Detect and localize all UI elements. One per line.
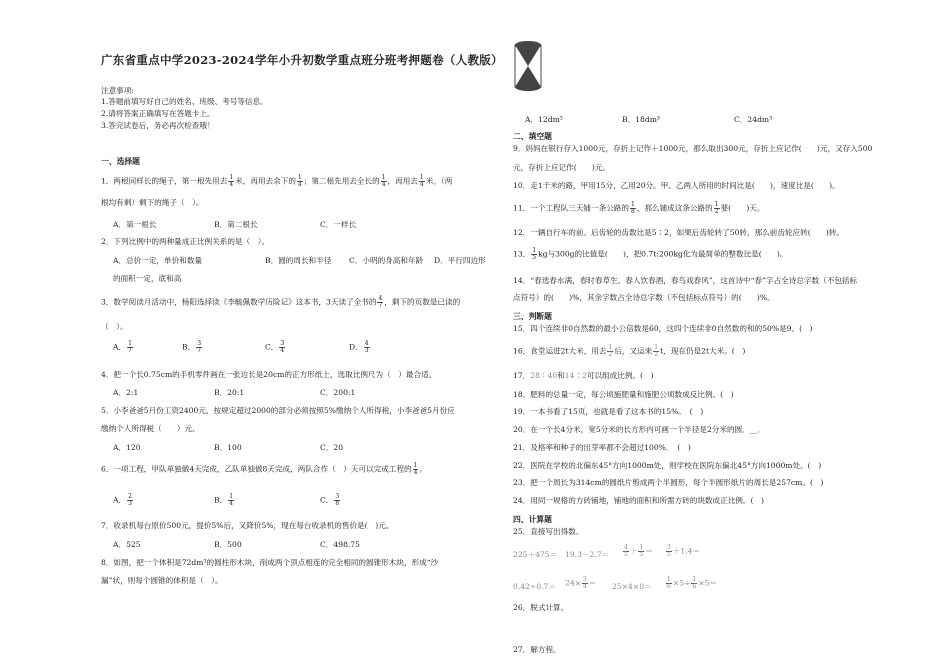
question-22: 22．医院在学校的北偏东45°方向1000m处，则学校在医院东偏北45°方向1000m处。( ) — [513, 461, 822, 470]
option[interactable]: B．圆的周长和半径 — [265, 256, 332, 265]
option[interactable]: C． $\frac{3}{8}$ — [320, 493, 340, 507]
question-4: 4．把一个长0.75cm的手机零件画在一张边长是20cm的正方形纸上，选取比例尺为（ ）最合适。 — [101, 370, 437, 379]
question-5-line2: 缴纳个人所得税（ ）元。 — [101, 424, 200, 433]
section-choice: 一、选择题 — [101, 157, 140, 166]
question-18: 18．肥料的总量一定，每公顷施肥量和施肥公顷数成反比例。( ) — [513, 390, 734, 399]
section-judge: 三、判断题 — [513, 312, 552, 321]
calc-item: $\frac{4}{5}$ ＋ $\frac{1}{5}$ ＝ — [624, 544, 653, 558]
option[interactable]: C．498.75 — [320, 540, 360, 549]
question-21: 21．及格率和种子的出芽率都不会超过100%． ( ) — [513, 443, 691, 452]
option[interactable]: B．100 — [214, 443, 242, 452]
option[interactable]: B． $\frac{1}{4}$ — [214, 493, 234, 507]
option[interactable]: C．一样长 — [320, 220, 357, 229]
question-7: 7．收录机每台原价500元，提价5%后，又降价5%，现在每台收录机的售价是( )元。 — [101, 521, 394, 530]
question-3-line2: （ ）。 — [101, 322, 128, 331]
question-19: 19．一本书看了15页，也就是看了这本书的15%。 ( ) — [513, 407, 704, 416]
section-fill: 二、填空题 — [513, 132, 552, 141]
option[interactable]: C． $\frac{3}{4}$ — [265, 340, 285, 354]
calc-item: 19.3－2.7＝ — [565, 550, 610, 559]
question-10: 10．走1千米的路，甲用15分，乙用20分。甲、乙两人所用的时间比是( )，速度比是( )。 — [513, 181, 840, 190]
option[interactable]: C．200:1 — [320, 388, 356, 397]
option[interactable]: D．平行四边形 — [434, 256, 486, 265]
calc-item: $\frac{1}{6}$ ×5÷ $\frac{1}{6}$ ×5＝ — [667, 576, 718, 590]
section-calc: 四、计算题 — [513, 515, 552, 524]
option[interactable]: A．总价一定，单价和数量 — [113, 256, 203, 265]
question-8-line2: 漏”状，则每个圆锥的体积是（ ）。 — [101, 576, 223, 585]
question-20: 20．在一个长4分米，宽5分米的长方形内可画一个半径是2分米的圆．__． — [513, 425, 765, 434]
question-14-line2: 点符号）的( )%，其余字数占全诗总字数（不包括标点符号）的( )%。 — [513, 293, 775, 302]
page-title: 广东省重点中学2023-2024学年小升初数学重点班分班考押题卷（人教版） — [101, 53, 503, 67]
notice-item: 2.请将答案正确填写在答题卡上。 — [101, 109, 215, 118]
option[interactable]: A．120 — [113, 443, 141, 452]
question-5: 5．小李爸爸5月份工资2400元，按规定超过2000的部分必须按照5%缴纳个人所得税，小李爸爸5月份应 — [101, 406, 455, 415]
option[interactable]: D． $\frac{4}{3}$ — [349, 340, 369, 354]
question-23: 23．把一个周长为314cm的圆纸片剪成两个半圆形，每个半圆形纸片的周长是257cm。( ) — [513, 478, 824, 487]
option[interactable]: A．525 — [113, 540, 141, 549]
question-27: 27．解方程。 — [513, 645, 561, 654]
question-9-line2: 元，存折上应记作( )元。 — [513, 163, 611, 172]
calc-item: 225＋475＝ — [513, 550, 558, 559]
question-9: 9．妈妈在银行存入1000元，存折上记作＋1000元，那么取出300元，存折上应记作( )元，又存入500 — [513, 144, 873, 153]
question-16: 16．食堂运进2t大米，用去 $\frac{1}{2}$ 后，又运来 $\frac{1}{2}$ t，现在仍是2t大米。( ) — [513, 344, 746, 358]
question-8: 8．如图，把一个体积是72dm³的圆柱形木块，削成两个顶点相连的完全相同的圆锥形木块，形成“沙 — [101, 558, 439, 567]
option[interactable]: C．24dm³ — [734, 115, 773, 124]
option[interactable]: A． $\frac{1}{7}$ — [113, 340, 132, 354]
question-25: 25．直接写出得数。 — [513, 527, 584, 536]
calc-item: 25×4×0＝ — [612, 582, 652, 591]
question-1: 1．两根同样长的绳子，第一根先用去 $\frac{1}{4}$ 米，再用去余下的 $\frac{1}{4}$ ；第二根先用去全长的 $\frac{1}{4}$ ，再用去 $\frac{1}{4}$ 米。（两 — [101, 174, 453, 188]
question-26: 26．脱式计算。 — [513, 603, 569, 612]
option[interactable]: A．12dm³ — [525, 115, 563, 124]
calc-item: 0.42÷0.7＝ — [513, 582, 556, 591]
question-12: 12．一辆自行车的前、后齿轮的齿数比是5∶2，如果后齿轮转了50转，那么前齿轮应转( )转。 — [513, 228, 845, 237]
question-17: 17．28∶40和14∶2可以组成比例。( ) — [513, 371, 654, 380]
option[interactable]: A．第一根长 — [113, 220, 157, 229]
calc-item: $\frac{3}{5}$ ＋1.4＝ — [667, 544, 701, 558]
option[interactable]: A． $\frac{2}{3}$ — [113, 493, 132, 507]
option[interactable]: B．第二根长 — [214, 220, 258, 229]
question-24: 24．用同一规格的方砖铺地，铺地的面积和所需方砖的块数成正比例。( ) — [513, 496, 764, 505]
option[interactable]: C．20 — [320, 443, 344, 452]
option[interactable]: B． $\frac{3}{7}$ — [182, 340, 202, 354]
question-3: 3．数学阅读月活动中，杨阳选择读《李毓佩数学历险记》这本书，3天读了全书的 $\frac{4}{7}$ ，剩下的页数是已读的 — [101, 295, 461, 309]
question-6: 6．一项工程，甲队单独做4天完成，乙队单独做8天完成，两队合作（ ）天可以完成工程的 $\frac{1}{4}$ 。 — [101, 462, 428, 476]
option[interactable]: B．500 — [214, 540, 242, 549]
question-2: 2．下列比例中的两种量成正比例关系的是（ ）。 — [101, 237, 270, 246]
question-14: 14．“春选春水满，春时春草生。春人饮春酒，春鸟戏春风”，这首诗中“春”字占全诗总字数（不包括标 — [513, 276, 858, 285]
option-line2: 的面积一定，底和高 — [113, 274, 182, 283]
option[interactable]: B．20:1 — [214, 388, 245, 397]
question-15: 15．四个连续非0自然数的最小公倍数是60，这四个连续非0自然数的和的50%是9。( ) — [513, 324, 813, 333]
notice-heading: 注意事项: — [101, 86, 134, 95]
question-11: 11．一个工程队三天铺一条公路的 $\frac{1}{8}$ ，那么铺成这条公路的 $\frac{1}{2}$ 要( )天。 — [513, 201, 765, 215]
notice-item: 3.答完试卷后，务必再次检查哦！ — [101, 121, 215, 130]
question-1-line2: 根均有剩）剩下的绳子（ ）。 — [101, 198, 204, 207]
option[interactable]: A．2:1 — [113, 388, 139, 397]
calc-item: 24× $\frac{3}{4}$ ＝ — [565, 576, 597, 590]
option[interactable]: C．小明的身高和年龄 — [349, 256, 424, 265]
question-13: 13． $\frac{1}{5}$ kg与300g的比值是( )，把0.7t:200kg化为最简单的整数比是( )。 — [513, 247, 788, 261]
hourglass-figure — [513, 40, 543, 92]
notice-item: 1.答题前填写好自己的姓名、班级、考号等信息。 — [101, 97, 268, 106]
option[interactable]: B．18dm³ — [622, 115, 660, 124]
